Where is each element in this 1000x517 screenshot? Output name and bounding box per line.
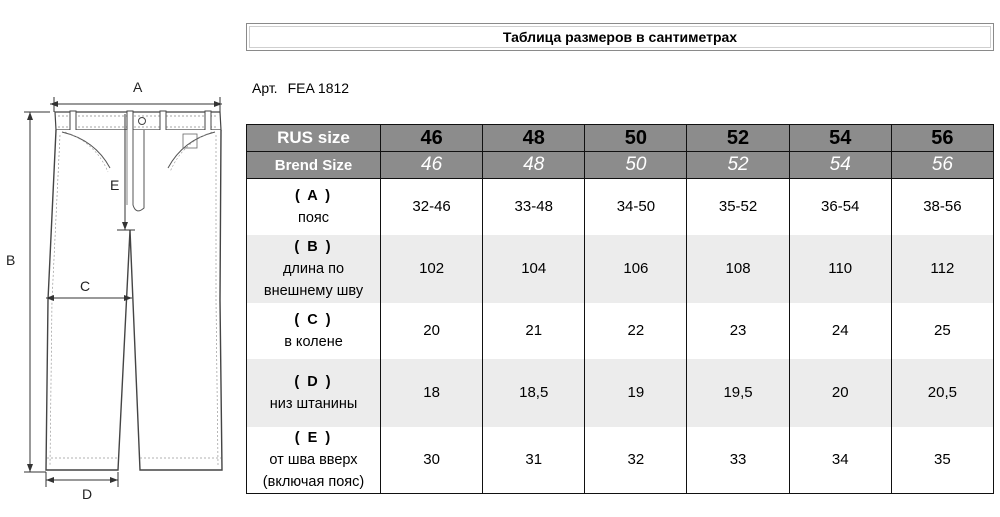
value-cell: 34 <box>789 427 891 494</box>
rus-size-cell: 54 <box>789 125 891 152</box>
value-cell: 25 <box>891 303 993 359</box>
row-label <box>247 179 381 235</box>
row-code: ( E ) <box>294 429 333 446</box>
value-cell: 102 <box>381 235 483 303</box>
row-name: в колене <box>284 333 343 350</box>
jeans-measurement-diagram <box>0 70 240 517</box>
value-cell: 20 <box>789 359 891 427</box>
measure-row-e <box>247 427 994 494</box>
row-name: от шва вверх (включая пояс) <box>262 451 365 490</box>
brand-size-cell: 54 <box>789 152 891 179</box>
value-cell: 104 <box>483 235 585 303</box>
value-cell: 38-56 <box>891 179 993 235</box>
row-name: пояс <box>297 209 330 226</box>
brand-size-cell: 50 <box>585 152 687 179</box>
diagram-label-c: C <box>80 278 91 294</box>
value-cell: 30 <box>381 427 483 494</box>
brand-size-cell: 46 <box>381 152 483 179</box>
row-label <box>247 235 381 303</box>
row-code: ( B ) <box>294 238 333 255</box>
brand-size-label: Brend Size <box>247 152 381 179</box>
value-cell: 106 <box>585 235 687 303</box>
row-name: длина по внешнему шву <box>263 260 364 299</box>
article-code: FEA 1812 <box>287 80 350 96</box>
row-name: низ штанины <box>269 395 358 412</box>
measure-row-d <box>247 359 994 427</box>
page-title: Таблица размеров в сантиметрах <box>246 23 994 51</box>
value-cell: 110 <box>789 235 891 303</box>
brand-size-cell: 52 <box>687 152 789 179</box>
header-row-brand <box>247 152 994 179</box>
article-line <box>252 80 359 96</box>
diagram-label-e: E <box>110 177 120 193</box>
row-code: ( A ) <box>294 187 333 204</box>
rus-size-cell: 48 <box>483 125 585 152</box>
diagram-label-d: D <box>82 486 93 502</box>
value-cell: 112 <box>891 235 993 303</box>
value-cell: 32 <box>585 427 687 494</box>
rus-size-label: RUS size <box>247 125 381 152</box>
value-cell: 20,5 <box>891 359 993 427</box>
value-cell: 108 <box>687 235 789 303</box>
value-cell: 24 <box>789 303 891 359</box>
rus-size-cell: 46 <box>381 125 483 152</box>
measure-row-a <box>247 179 994 235</box>
value-cell: 33 <box>687 427 789 494</box>
value-cell: 32-46 <box>381 179 483 235</box>
row-label <box>247 303 381 359</box>
brand-size-cell: 48 <box>483 152 585 179</box>
row-label <box>247 427 381 494</box>
value-cell: 21 <box>483 303 585 359</box>
row-label <box>247 359 381 427</box>
value-cell: 19 <box>585 359 687 427</box>
rus-size-cell: 56 <box>891 125 993 152</box>
value-cell: 18 <box>381 359 483 427</box>
value-cell: 18,5 <box>483 359 585 427</box>
diagram-label-a: A <box>133 79 143 95</box>
value-cell: 23 <box>687 303 789 359</box>
value-cell: 31 <box>483 427 585 494</box>
diagram-label-b: B <box>6 252 16 268</box>
rus-size-cell: 50 <box>585 125 687 152</box>
measure-row-b <box>247 235 994 303</box>
value-cell: 34-50 <box>585 179 687 235</box>
value-cell: 33-48 <box>483 179 585 235</box>
value-cell: 20 <box>381 303 483 359</box>
header-row-rus <box>247 125 994 152</box>
row-code: ( D ) <box>294 373 333 390</box>
row-code: ( C ) <box>294 311 333 328</box>
value-cell: 22 <box>585 303 687 359</box>
value-cell: 36-54 <box>789 179 891 235</box>
value-cell: 19,5 <box>687 359 789 427</box>
rus-size-cell: 52 <box>687 125 789 152</box>
article-label: Арт. <box>252 80 278 96</box>
size-table <box>246 124 994 494</box>
value-cell: 35-52 <box>687 179 789 235</box>
brand-size-cell: 56 <box>891 152 993 179</box>
value-cell: 35 <box>891 427 993 494</box>
measure-row-c <box>247 303 994 359</box>
